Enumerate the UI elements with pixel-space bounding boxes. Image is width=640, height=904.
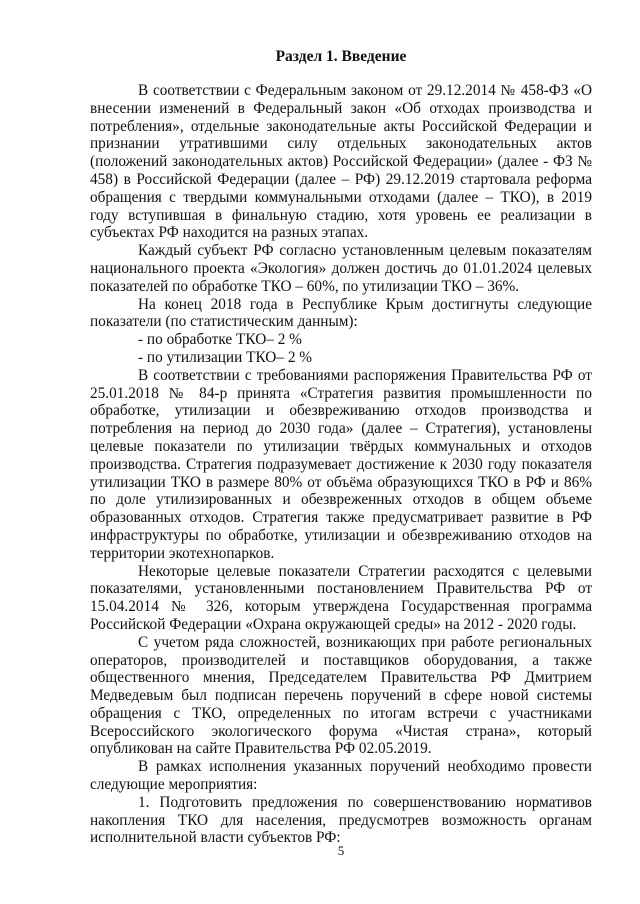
- document-page: [90, 0, 592, 904]
- paragraph-government-instructions: С учетом ряда сложностей, возникающих при работе региональных операторов, производителей и поставщиков оборудования, а также общественного мнения, Председателем Правительства РФ Дмитрием Медведевым был подписан перечень поручений в сфере новой системы обращения с ТКО, определенных по итогам встречи с участниками Всероссийского экологического форума «Чистая страна», который опубликован на сайте Правительства РФ 02.05.2019.: [90, 633, 592, 758]
- paragraph-strategy: В соответствии с требованиями распоряжения Правительства РФ от 25.01.2018 № 84-р принята «Стратегия развития промышленности по обработке, утилизации и обезвреживанию отходов производства и потребления на период до 2030 года» (далее – Стратегия), установлены целевые показатели по утилизации твёрдых коммунальных и отходов производства. Стратегия подразумевает достижение к 2030 году показателя утилизации ТКО в размере 80% от объёма образующихся ТКО в РФ и 86% по доле утилизированных и обезвреженных отходов в общем объеме образованных отходов. Стратегия также предусматривает развитие в РФ инфраструктуры по обработке, утилизации и обезвреживанию отходов на территории экотехнопарков.: [90, 366, 592, 562]
- paragraph-law-reform: В соответствии с Федеральным законом от 29.12.2014 № 458-ФЗ «О внесении изменений в Федеральный закон «Об отходах производства и потребления», отдельные законодательные акты Российской Федерации и признании утратившими силу отдельных законодательных актов (положений законодательных актов) Российской Федерации» (далее - ФЗ № 458) в Российской Федерации (далее – РФ) 29.12.2019 стартовала реформа обращения с твердыми коммунальными отходами (далее – ТКО), в 2019 году вступившая в финальную стадию, хотя уровень ее реализации в субъектах РФ находится на разных этапах.: [90, 82, 592, 242]
- paragraph-crimea-results: На конец 2018 года в Республике Крым достигнуты следующие показатели (по статистическим данным):: [90, 295, 592, 331]
- list-item-processing: - по обработке ТКО– 2 %: [138, 331, 302, 349]
- paragraph-target-discrepancy: Некоторые целевые показатели Стратегии расходятся с целевыми показателями, установленными постановлением Правительства РФ от 15.04.2014 № 326, которым утверждена Государственная программа Российской Федерации «Охрана окружающей среды» на 2012 - 2020 годы.: [90, 562, 592, 633]
- page-number: 5: [337, 843, 345, 858]
- document-body: [90, 82, 592, 847]
- list-item-utilization: - по утилизации ТКО– 2 %: [138, 348, 313, 366]
- paragraph-measures-intro: В рамках исполнения указанных поручений необходимо провести следующие мероприятия:: [90, 758, 592, 794]
- paragraph-ecology-targets: Каждый субъект РФ согласно установленным целевым показателям национального проекта «Экология» должен достичь до 01.01.2024 целевых показателей по обработке ТКО – 60%, по утилизации ТКО – 36%.: [90, 242, 592, 295]
- paragraph-measure-1: 1. Подготовить предложения по совершенствованию нормативов накопления ТКО для населения, предусмотрев возможность органам исполнительной власти субъектов РФ:: [90, 793, 592, 847]
- section-heading: Раздел 1. Введение: [275, 48, 407, 65]
